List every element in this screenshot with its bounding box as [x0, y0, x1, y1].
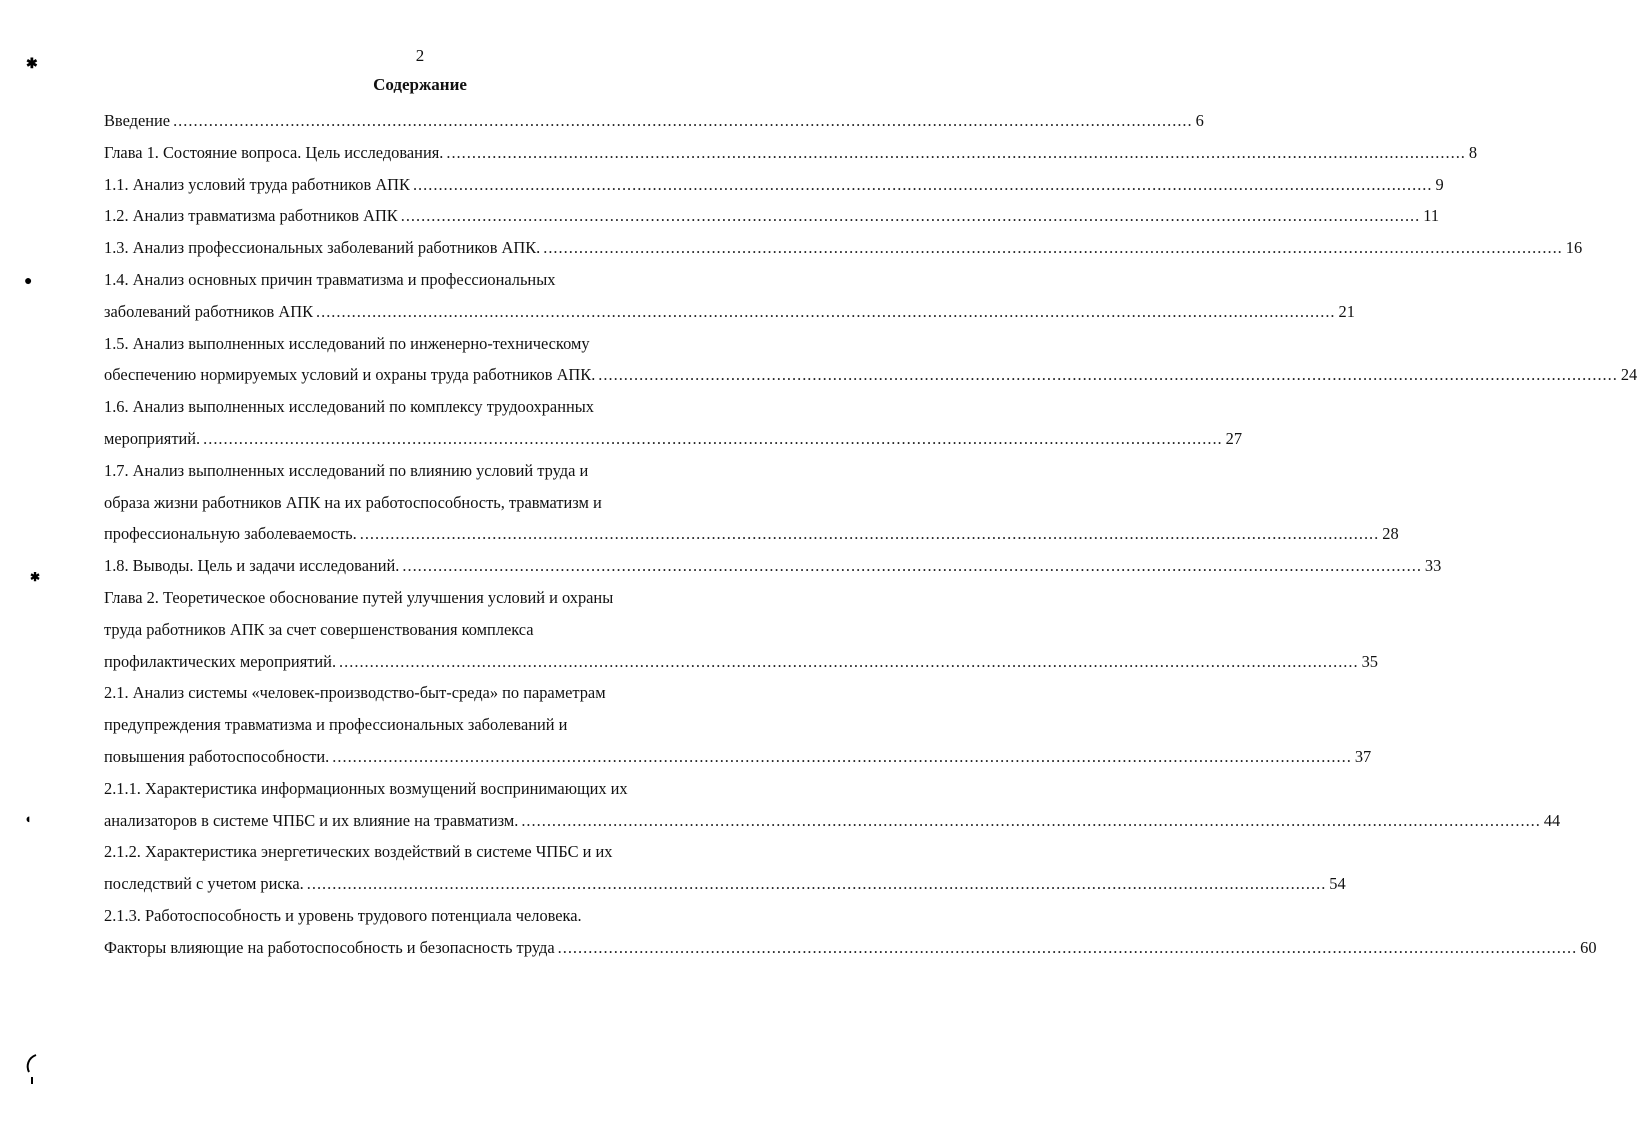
binding-hole-mark: ●: [24, 274, 33, 289]
dot-leader: ........................................................................................................................................................................................................: [306, 874, 1327, 894]
toc-entry: [104, 200, 1440, 232]
toc-entry-last-line: [104, 646, 1378, 678]
toc-entry: [104, 550, 1442, 582]
toc-entry: [104, 328, 1637, 392]
toc-entry-title: Введение: [104, 111, 171, 130]
toc-entry-line: 2.1. Анализ системы «человек-производство-быт-среда» по параметрам: [104, 683, 606, 703]
toc-entry-last-line: [104, 423, 1243, 455]
dot-leader: ........................................................................................................................................................................................................: [173, 111, 1193, 130]
toc-entry-line: 2.1.2. Характеристика энергетических воздействий в системе ЧПБС и их: [104, 842, 613, 862]
toc-page-number: 8: [1468, 142, 1478, 162]
toc-page-number: 11: [1423, 206, 1440, 226]
toc-entry-title: заболеваний работников АПК: [104, 301, 313, 321]
toc-entry-last-line: [104, 200, 1440, 232]
toc-entry-line: 1.7. Анализ выполненных исследований по влиянию условий труда и: [104, 460, 589, 480]
toc-entry-last-line: [104, 932, 1597, 964]
toc-entry-line: 2.1.1. Характеристика информационных возмущений воспринимающих их: [104, 778, 628, 798]
toc-entry-line: образа жизни работников АПК на их работоспособность, травматизм и: [104, 492, 602, 512]
toc-entry: [104, 105, 1204, 137]
binding-hole-mark: ✱: [30, 570, 41, 584]
toc-entry-line: 2.1.3. Работоспособность и уровень трудового потенциала человека.: [104, 905, 582, 925]
dot-leader: ........................................................................................................................................................................................................: [332, 746, 1352, 766]
toc-page-number: 24: [1620, 365, 1637, 385]
toc-page-number: 21: [1338, 301, 1355, 321]
toc-page-number: 60: [1580, 937, 1597, 957]
toc-entry-last-line: [104, 741, 1372, 773]
toc-page-number: 6: [1195, 111, 1204, 130]
toc-page-number: 33: [1424, 556, 1442, 576]
toc-entry-line: 1.6. Анализ выполненных исследований по комплексу трудоохранных: [104, 397, 594, 417]
dot-leader: ........................................................................................................................................................................................................: [316, 301, 1336, 321]
dot-leader: ........................................................................................................................................................................................................: [521, 810, 1541, 830]
toc-entry: [104, 773, 1561, 837]
toc-entry-line: 1.5. Анализ выполненных исследований по инженерно-техническому: [104, 333, 590, 353]
toc-entry-title: повышения работоспособности.: [104, 746, 330, 766]
toc-entry-title: Глава 1. Состояние вопроса. Цель исследования.: [104, 142, 444, 162]
toc-entry-last-line: [104, 232, 1583, 264]
toc-entry-line: Глава 2. Теоретическое обоснование путей улучшения условий и охраны: [104, 587, 614, 607]
toc-entry-line: 1.4. Анализ основных причин травматизма и профессиональных: [104, 269, 556, 289]
binding-hole-mark: [24, 1052, 40, 1088]
toc-entry-last-line: [104, 105, 1204, 137]
toc-entry-title: последствий с учетом риска.: [104, 874, 304, 894]
toc-page-number: 44: [1543, 810, 1561, 830]
toc-page-number: 35: [1361, 651, 1378, 671]
toc-entry-title: 1.3. Анализ профессиональных заболеваний работников АПК.: [104, 238, 541, 258]
toc-entry: [104, 677, 1372, 772]
dot-leader: ........................................................................................................................................................................................................: [400, 206, 1421, 226]
toc-entry-title: профилактических мероприятий.: [104, 651, 337, 671]
toc-entry: [104, 137, 1478, 169]
dot-leader: ........................................................................................................................................................................................................: [402, 556, 1422, 576]
toc-entry-line: предупреждения травматизма и профессиональных заболеваний и: [104, 715, 568, 735]
toc-entry-title: профессиональную заболеваемость.: [104, 524, 357, 544]
toc-entry-line: труда работников АПК за счет совершенствования комплекса: [104, 619, 534, 639]
toc-entry: [104, 455, 1399, 550]
toc-entry: [104, 169, 1444, 201]
page-number: 2: [415, 46, 425, 65]
toc-entry-last-line: [104, 518, 1399, 550]
dot-leader: ........................................................................................................................................................................................................: [339, 651, 1359, 671]
toc-page-number: 16: [1565, 238, 1583, 258]
toc-entry-last-line: [104, 169, 1444, 201]
toc-entry-title: анализаторов в системе ЧПБС и их влияние на травматизм.: [104, 810, 519, 830]
table-of-contents: [104, 105, 1637, 964]
toc-entry-title: обеспечению нормируемых условий и охраны труда работников АПК.: [104, 365, 596, 385]
toc-page-number: 27: [1225, 428, 1243, 448]
page-title: Содержание: [373, 75, 467, 94]
dot-leader: ........................................................................................................................................................................................................: [203, 428, 1223, 448]
toc-entry-last-line: [104, 137, 1478, 169]
toc-entry-last-line: [104, 805, 1561, 837]
dot-leader: ........................................................................................................................................................................................................: [359, 524, 1380, 544]
toc-entry: [104, 391, 1243, 455]
dot-leader: ........................................................................................................................................................................................................: [412, 174, 1433, 194]
toc-entry-title: 1.1. Анализ условий труда работников АПК: [104, 174, 410, 194]
toc-entry-title: 1.8. Выводы. Цель и задачи исследований.: [104, 556, 400, 576]
toc-entry-title: мероприятий.: [104, 428, 201, 448]
toc-page-number: 54: [1329, 874, 1346, 894]
binding-hole-mark: ✱: [26, 57, 38, 72]
toc-entry-last-line: [104, 868, 1346, 900]
toc-entry-last-line: [104, 359, 1637, 391]
toc-page-number: 9: [1435, 174, 1444, 194]
dot-leader: ........................................................................................................................................................................................................: [557, 937, 1578, 957]
toc-entry-title: Факторы влияющие на работоспособность и безопасность труда: [104, 937, 555, 957]
binding-hole-mark: ◖: [24, 811, 32, 826]
toc-entry-last-line: [104, 296, 1355, 328]
toc-entry: [104, 582, 1378, 677]
toc-entry: [104, 900, 1597, 964]
toc-entry-last-line: [104, 550, 1442, 582]
toc-entry-title: 1.2. Анализ травматизма работников АПК: [104, 206, 398, 226]
toc-page-number: 37: [1354, 746, 1372, 766]
toc-entry: [104, 264, 1355, 328]
dot-leader: ........................................................................................................................................................................................................: [543, 238, 1563, 258]
toc-entry: [104, 836, 1346, 900]
toc-entry: [104, 232, 1583, 264]
dot-leader: ........................................................................................................................................................................................................: [446, 142, 1466, 162]
toc-page-number: 28: [1382, 524, 1399, 544]
dot-leader: ........................................................................................................................................................................................................: [598, 365, 1618, 385]
